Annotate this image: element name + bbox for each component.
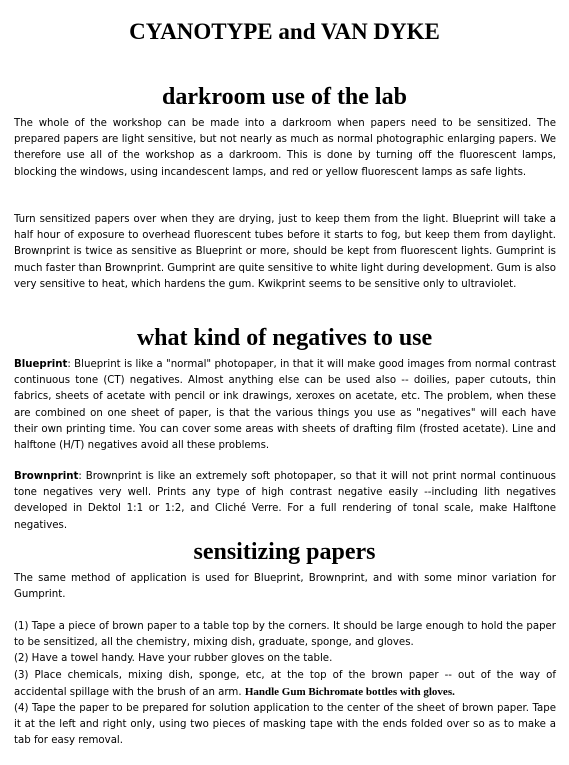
paragraph-brownprint	[14, 469, 556, 534]
paragraph-sensitizing-intro: The same method of application is used for Blueprint, Brownprint, and with some minor variation for Gumprint.	[14, 573, 556, 601]
document-title: CYANOTYPE and VAN DYKE	[129, 19, 440, 44]
paragraph-darkroom-2: Turn sensitized papers over when they are drying, just to keep them from the light. Blueprint will take a half hour of exposure to overhead fluorescent tubes before it starts to fog, but keep them from daylight. Brownprint is twice as sensitive as Blueprint or more, should be kept from fluorescent lights. Gumprint is much faster than Brownprint. Gumprint are quite sensitive to white light during development. Gum is also very sensitive to heat, which hardens the gum. Kwikprint seems to be sensitive only to ultraviolet.	[14, 214, 556, 290]
blueprint-text: : Blueprint is like a "normal" photopaper, in that it will make good images from normal contrast continuous tone (CT) negatives. Almost anything else can be used also -- doilies, paper cutouts, thin fabrics, sheets of acetate with pencil or ink drawings, xeroxes on acetate, etc. The problem, when these are combined on one sheet of paper, is that the various things you use as "negatives" will each have their own printing time. You can cover some areas with sheets of drafting film (frosted acetate). Line and halftone (H/T) negatives avoid all these problems.	[14, 359, 556, 452]
section-heading-sensitizing: sensitizing papers	[193, 539, 376, 565]
step-3	[14, 668, 556, 701]
step-4: (4) Tape the paper to be prepared for solution application to the center of the sheet of brown paper. Tape it at the left and right only, using two pieces of masking tape with the ends folded over so as to make a tab for easy removal.	[14, 703, 556, 747]
step-3-text: (3) Place chemicals, mixing dish, sponge, etc, at the top of the brown paper -- out of the way of accidental spillage with the brush of an arm.	[14, 669, 556, 698]
step-2: (2) Have a towel handy. Have your rubber gloves on the table.	[14, 653, 333, 665]
brownprint-text: : Brownprint is like an extremely soft photopaper, so that it will not print normal continuous tone negatives very well. Prints any type of high contrast negative easily --including lith negatives developed in Dektol 1:1 or 1:2, and Cliché Verre. For a full rendering of tonal scale, make Halftone negatives.	[14, 471, 556, 531]
sensitizing-steps	[14, 619, 556, 750]
paragraph-darkroom-1: The whole of the workshop can be made into a darkroom when papers need to be sensitized. The prepared papers are light sensitive, but not nearly as much as normal photographic enlarging papers. We therefore use all of the workshop as a darkroom. This is done by turning off the fluorescent lamps, blocking the windows, using incandescent lamps, and red or yellow fluorescent lamps as safe lights.	[14, 118, 556, 178]
section-heading-darkroom: darkroom use of the lab	[162, 84, 407, 110]
step-3-warning: Handle Gum Bichromate bottles with gloves.	[244, 685, 455, 698]
section-heading-negatives: what kind of negatives to use	[136, 325, 433, 351]
paragraph-blueprint	[14, 357, 556, 454]
brownprint-label: Brownprint	[14, 471, 79, 482]
blueprint-label: Blueprint	[14, 359, 68, 370]
step-1: (1) Tape a piece of brown paper to a table top by the corners. It should be large enough to hold the paper to be sensitized, all the chemistry, mixing dish, graduate, sponge, and gloves.	[14, 621, 556, 649]
